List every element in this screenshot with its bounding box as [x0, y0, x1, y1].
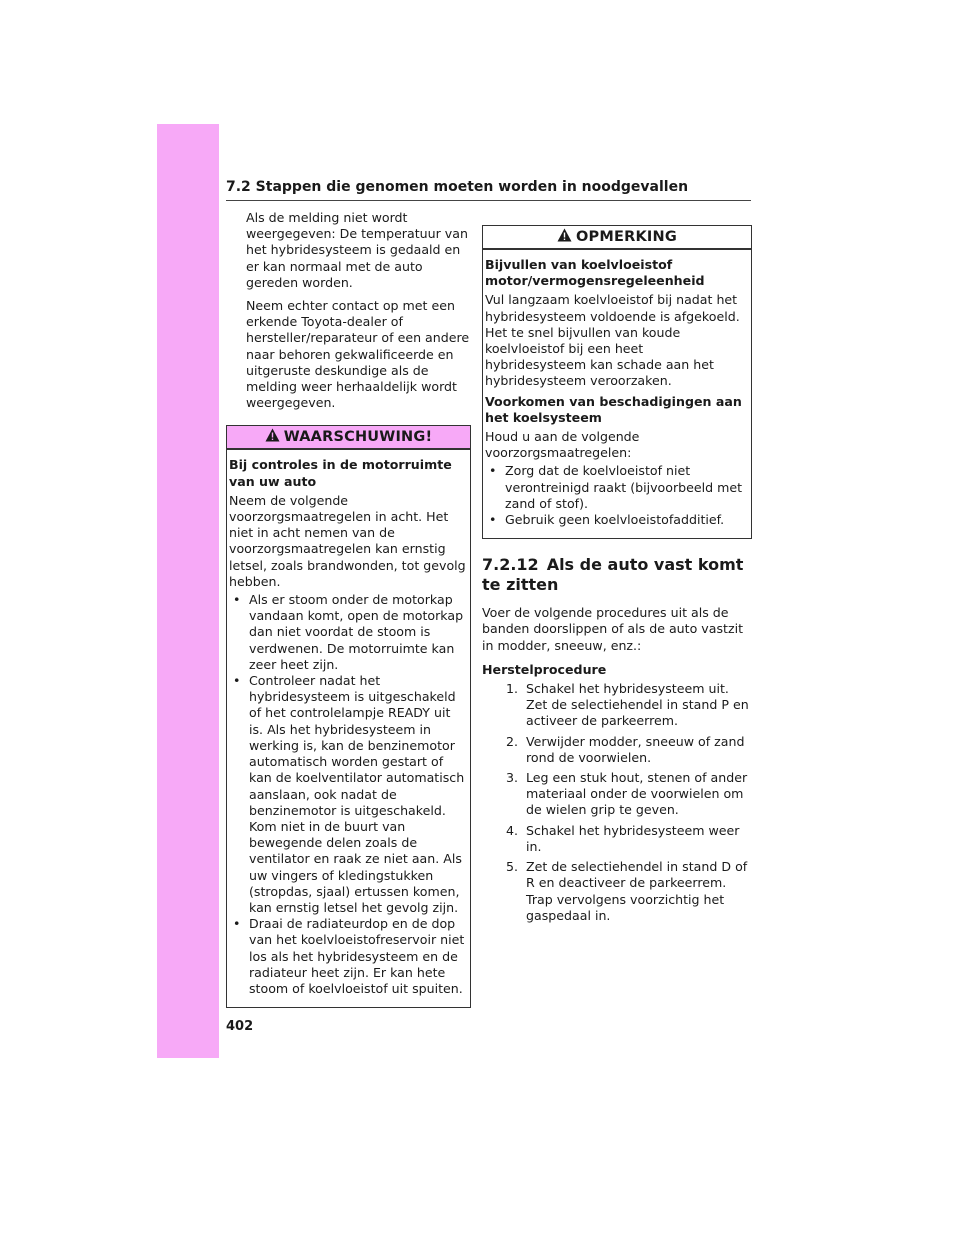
section-tab-strip	[157, 124, 219, 1058]
warning-triangle-icon	[557, 228, 572, 246]
section-title	[482, 555, 752, 595]
section-heading: Als de auto vast komt te zitten	[482, 555, 744, 595]
list-item: • Controleer nadat het hybridesysteem is uitgeschakeld of het controlelampje READY uit is. Als het hybridesysteem in werking is, kan de benzinemotor automatisch worden gestart of kan de koelventilator automatisch aanslaan, ook nadat de benzinemotor is uitgeschakeld. Kom niet in de buurt van bewegende delen zoals de ventilator en raak ze niet aan. Als uw vingers of kledingstukken (stropdas, sjaal) ertussen komen, kan ernstig letsel het gevolg zijn.	[233, 673, 465, 915]
list-item: 4. Schakel het hybridesysteem weer in.	[506, 822, 740, 854]
procedure-steps	[482, 681, 752, 924]
notice-body	[483, 250, 751, 538]
right-column	[482, 225, 752, 928]
list-item: 2. Verwijder modder, sneeuw of zand rond de voorwielen.	[506, 733, 745, 765]
notice-bullets	[485, 463, 747, 528]
section-intro: Voer de volgende procedures uit als de banden doorslippen of als de auto vastzit in modder, sneeuw, enz.:	[482, 605, 744, 653]
notice-text: Houd u aan de volgende voorzorgsmaatregelen:	[485, 429, 640, 461]
procedure-title: Herstelprocedure	[482, 661, 607, 677]
page-number: 402	[226, 1019, 254, 1034]
warning-title: Bij controles in de motorruimte van uw auto	[229, 457, 452, 489]
list-item: 5. Zet de selectiehendel in stand D of R en deactiveer de parkeerrem. Trap vervolgens voorzichtig het gaspedaal in.	[506, 859, 748, 923]
warning-body	[227, 450, 470, 1007]
list-item: • Zorg dat de koelvloeistof niet verontreinigd raakt (bijvoorbeeld met zand of stof).	[489, 463, 743, 511]
list-item: 3. Leg een stuk hout, stenen of ander materiaal onder de voorwielen om de wielen grip te geven.	[506, 770, 748, 818]
list-item: • Als er stoom onder de motorkap vandaan komt, open de motorkap dan niet voordat de stoom is verdwenen. De motorruimte kan zeer heet zijn.	[233, 592, 464, 672]
warning-label: WAARSCHUWING!	[283, 429, 433, 446]
paragraph: Als de melding niet wordt weergegeven: De temperatuur van het hybridesysteem is gedaald en er kan normaal met de auto gereden worden.	[246, 210, 468, 290]
notice-header	[483, 225, 751, 250]
warning-header	[227, 425, 470, 450]
left-column	[226, 210, 471, 1008]
paragraph: Neem echter contact op met een erkende Toyota-dealer of hersteller/reparateur of een andere naar behoren gekwalificeerde en uitgeruste deskundige als de melding weer herhaaldelijk wordt weergegeven.	[246, 298, 470, 411]
list-item: 1. Schakel het hybridesysteem uit. Zet de selectiehendel in stand P en activeer de parkeerrem.	[506, 681, 749, 729]
notice-label: OPMERKING	[576, 228, 677, 245]
list-item: • Gebruik geen koelvloeistofadditief.	[489, 512, 725, 528]
warning-bullets	[229, 592, 466, 997]
warning-text: Neem de volgende voorzorgsmaatregelen in acht. Het niet in acht nemen van de voorzorgsmaatregelen kan ernstig letsel, zoals brandwonden, tot gevolg hebben.	[229, 492, 466, 589]
section-number: 7.2.12	[482, 555, 539, 575]
warning-triangle-icon	[265, 428, 280, 446]
warning-box	[226, 425, 471, 1008]
list-item: • Draai de radiateurdop en de dop van het koelvloeistofreservoir niet los als het hybridesysteem en de radiateur heet zijn. Er kan hete stoom of koelvloeistof uit spuiten.	[233, 916, 465, 996]
notice-box	[482, 225, 752, 539]
page-header: 7.2 Stappen die genomen moeten worden in noodgevallen	[226, 178, 751, 201]
notice-title: Bijvullen van koelvloeistof motor/vermogensregeleenheid	[485, 257, 705, 289]
notice-text: Vul langzaam koelvloeistof bij nadat het hybridesysteem voldoende is afgekoeld. Het te snel bijvullen van koude koelvloeistof bij een heet hybridesysteem kan schade aan het hybridesysteem veroorzaken.	[485, 292, 740, 389]
notice-title: Voorkomen van beschadigingen aan het koelsysteem	[485, 393, 742, 425]
